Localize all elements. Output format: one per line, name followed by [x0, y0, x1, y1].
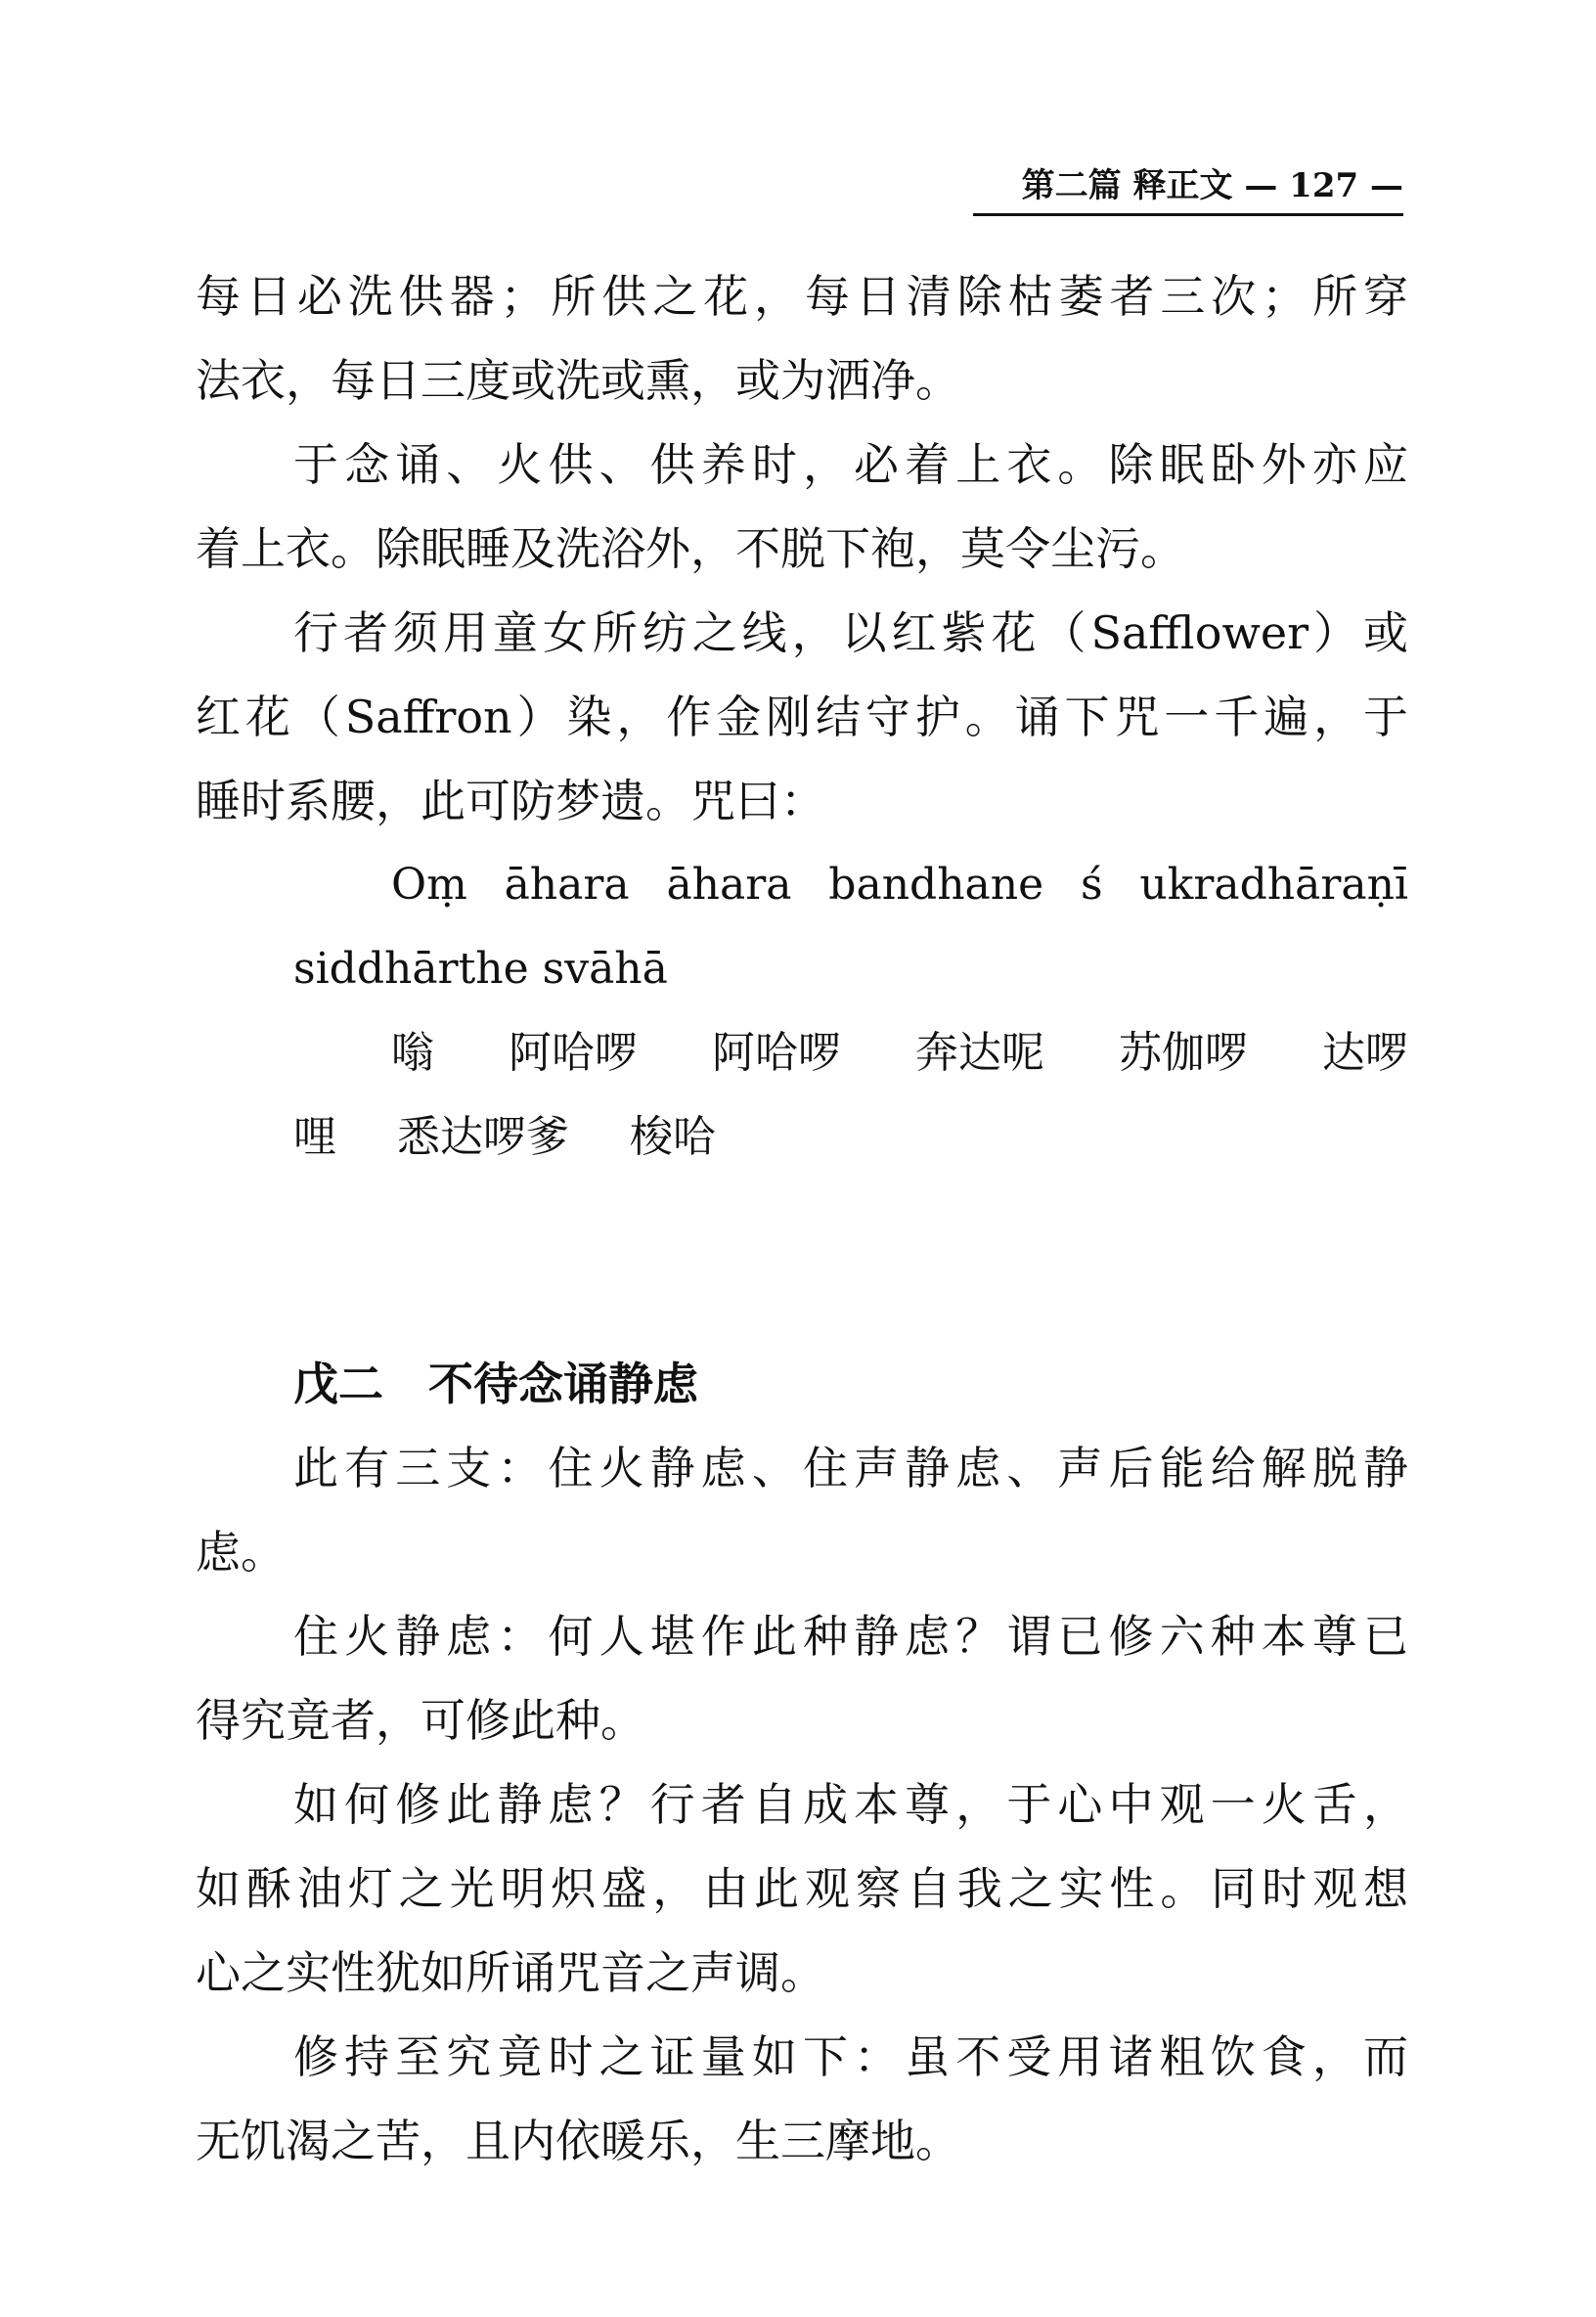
paragraph-line: 法衣，每日三度或洗或熏，或为洒净。	[196, 354, 960, 407]
paragraph-line: 此有三支：住火静虑、住声静虑、声后能给解脱静	[293, 1442, 1408, 1494]
paragraph-line: 如何修此静虑？行者自成本尊，于心中观一火舌，	[293, 1778, 1408, 1831]
mantra-latin-word: āhara	[666, 860, 792, 910]
paragraph-line: 修持至究竟时之证量如下：虽不受用诸粗饮食，而	[293, 2030, 1408, 2083]
mantra-chinese-word: 阿哈啰	[509, 1028, 638, 1078]
mantra-chinese-word: 梭哈	[630, 1112, 716, 1162]
mantra-latin-word: bandhane	[828, 860, 1044, 910]
mantra-chinese-word: 嗡	[391, 1028, 434, 1078]
paragraph-line: 着上衣。除眠睡及洗浴外，不脱下袍，莫令尘污。	[196, 522, 1185, 575]
paragraph-line: 如酥油灯之光明炽盛，由此观察自我之实性。同时观想	[196, 1862, 1408, 1915]
paragraph-line: 红花（Saffron）染，作金刚结守护。诵下咒一千遍，于	[196, 691, 1408, 743]
paragraph-line: 虑。	[196, 1526, 286, 1579]
mantra-chinese-word: 奔达呢	[915, 1028, 1044, 1078]
paragraph-line: 行者须用童女所纺之线，以红紫花（Safflower）或	[293, 606, 1408, 659]
header-rule	[973, 213, 1403, 216]
mantra-latin-word: ukradhāraṇī	[1139, 860, 1408, 910]
mantra-latin-line	[391, 851, 1408, 919]
paragraph-line: 心之实性犹如所诵咒音之声调。	[196, 1946, 825, 1999]
mantra-chinese-line	[391, 1019, 1408, 1088]
mantra-latin-word: Oṃ	[391, 860, 467, 910]
mantra-chinese-word: 苏伽啰	[1119, 1028, 1248, 1078]
mantra-chinese-word: 阿哈啰	[712, 1028, 841, 1078]
paragraph-line: 于念诵、火供、供养时，必着上衣。除眠卧外亦应	[293, 438, 1408, 491]
mantra-chinese-word: 哩	[293, 1112, 336, 1162]
mantra-latin-tail: siddhārthe svāhā	[293, 944, 668, 994]
mantra-latin-word: āhara	[504, 860, 630, 910]
paragraph-line: 住火静虑：何人堪作此种静虑？谓已修六种本尊已	[293, 1610, 1408, 1663]
mantra-chinese-tail	[293, 1103, 763, 1172]
running-header: 第二篇 释正文 — 127 —	[1021, 166, 1403, 205]
section-heading: 戊二 不待念诵静虑	[293, 1358, 698, 1410]
mantra-chinese-word: 达啰	[1322, 1028, 1408, 1078]
paragraph-line: 得究竟者，可修此种。	[196, 1694, 645, 1747]
mantra-chinese-word: 悉达啰爹	[397, 1112, 569, 1162]
paragraph-line: 无饥渴之苦，且内依暖乐，生三摩地。	[196, 2115, 960, 2167]
mantra-latin-word: ś	[1080, 860, 1103, 910]
paragraph-line: 每日必洗供器；所供之花，每日清除枯萎者三次；所穿	[196, 270, 1408, 323]
paragraph-line: 睡时系腰，此可防梦遗。咒曰：	[196, 775, 825, 827]
